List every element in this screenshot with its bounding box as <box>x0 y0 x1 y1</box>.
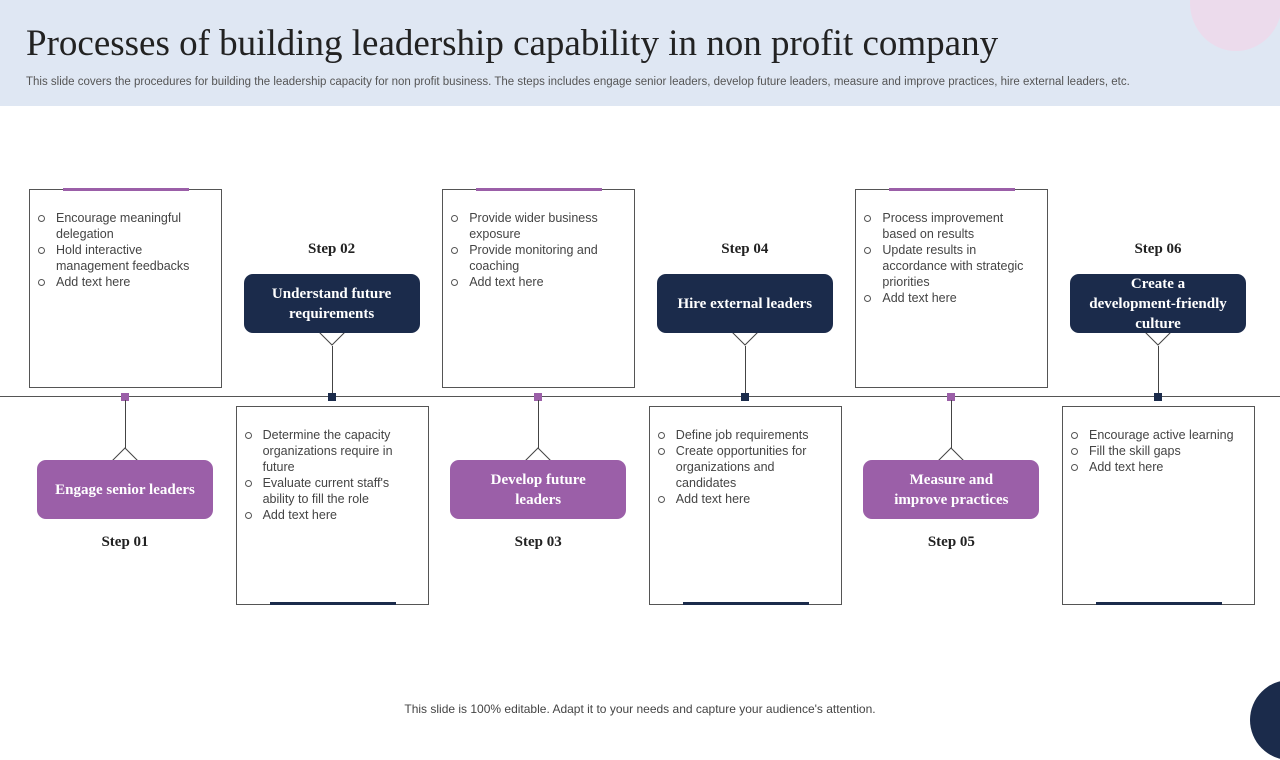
header <box>0 0 1280 106</box>
box-accent <box>683 602 809 605</box>
step-label: Step 02 <box>308 241 356 257</box>
page-subtitle: This slide covers the procedures for building the leadership capacity for non profit business. The steps includes engage senior leaders, develop future leaders, measure and improve practices, hire external leaders, etc. <box>26 76 1130 88</box>
box-accent <box>889 188 1015 191</box>
connector-arrow <box>525 447 551 461</box>
connector-line <box>125 400 126 448</box>
bullet-list <box>30 190 221 290</box>
bullet-item: Encourage meaningful delegation <box>56 210 211 242</box>
step-title: Measure and improve practices <box>894 471 1009 508</box>
step-label: Step 04 <box>721 241 769 257</box>
step-detail-box <box>855 189 1048 388</box>
connector-arrow <box>112 447 138 461</box>
bullet-item: Determine the capacity organizations require in future <box>263 427 418 475</box>
bullet-item: Update results in accordance with strategic priorities <box>882 242 1037 290</box>
timeline-node <box>328 393 336 401</box>
bullet-list <box>237 407 428 523</box>
box-accent <box>63 188 189 191</box>
step-label: Step 03 <box>514 534 562 550</box>
bullet-list <box>443 190 634 290</box>
bullet-item: Provide monitoring and coaching <box>469 242 624 274</box>
page-title: Processes of building leadership capability in non profit company <box>26 23 999 64</box>
bullet-item: Add text here <box>1089 459 1244 475</box>
step-detail-box <box>442 189 635 388</box>
box-accent <box>476 188 602 191</box>
connector-arrow <box>938 447 964 461</box>
step-title-pill <box>1070 274 1246 333</box>
step-label: Step 05 <box>927 534 975 550</box>
timeline-node <box>1154 393 1162 401</box>
timeline-line <box>0 396 1280 397</box>
bullet-list <box>650 407 841 507</box>
decorative-circle <box>1190 0 1280 51</box>
step-detail-box <box>649 406 842 605</box>
footer-note: This slide is 100% editable. Adapt it to your needs and capture your audience's attention. <box>404 702 876 716</box>
step-title: Hire external leaders <box>677 295 813 312</box>
bullet-item: Add text here <box>469 274 624 290</box>
step-label: Step 06 <box>1134 241 1182 257</box>
step-label: Step 01 <box>101 534 149 550</box>
bullet-item: Hold interactive management feedbacks <box>56 242 211 274</box>
step-title: Create a development-friendly culture <box>1089 275 1227 332</box>
bullet-item: Define job requirements <box>676 427 831 443</box>
connector-line <box>745 346 746 393</box>
bullet-item: Add text here <box>56 274 211 290</box>
bullet-item: Add text here <box>882 290 1037 306</box>
connector-line <box>332 346 333 393</box>
step-title-pill <box>244 274 420 333</box>
box-accent <box>270 602 396 605</box>
connector-arrow <box>732 332 758 346</box>
timeline-node <box>741 393 749 401</box>
bullet-item: Add text here <box>263 507 418 523</box>
step-title: Develop future leaders <box>490 471 586 508</box>
step-title-pill <box>37 460 213 519</box>
bullet-item: Fill the skill gaps <box>1089 443 1244 459</box>
connector-line <box>538 400 539 448</box>
bullet-item: Process improvement based on results <box>882 210 1037 242</box>
step-title: Understand future requirements <box>271 285 392 322</box>
step-title-pill <box>863 460 1039 519</box>
connector-arrow <box>319 332 345 346</box>
step-title-pill <box>657 274 833 333</box>
connector-line <box>951 400 952 448</box>
step-detail-box <box>29 189 222 388</box>
bullet-item: Add text here <box>676 491 831 507</box>
step-title-pill <box>450 460 626 519</box>
step-detail-box <box>1062 406 1255 605</box>
bullet-item: Provide wider business exposure <box>469 210 624 242</box>
bullet-item: Evaluate current staff's ability to fill the role <box>263 475 418 507</box>
step-detail-box <box>236 406 429 605</box>
decorative-corner-circle <box>1250 680 1280 760</box>
bullet-item: Create opportunities for organizations and candidates <box>676 443 831 491</box>
connector-line <box>1158 346 1159 393</box>
step-title: Engage senior leaders <box>55 481 195 498</box>
box-accent <box>1096 602 1222 605</box>
bullet-list <box>856 190 1047 306</box>
connector-arrow <box>1145 332 1171 346</box>
bullet-item: Encourage active learning <box>1089 427 1244 443</box>
bullet-list <box>1063 407 1254 475</box>
